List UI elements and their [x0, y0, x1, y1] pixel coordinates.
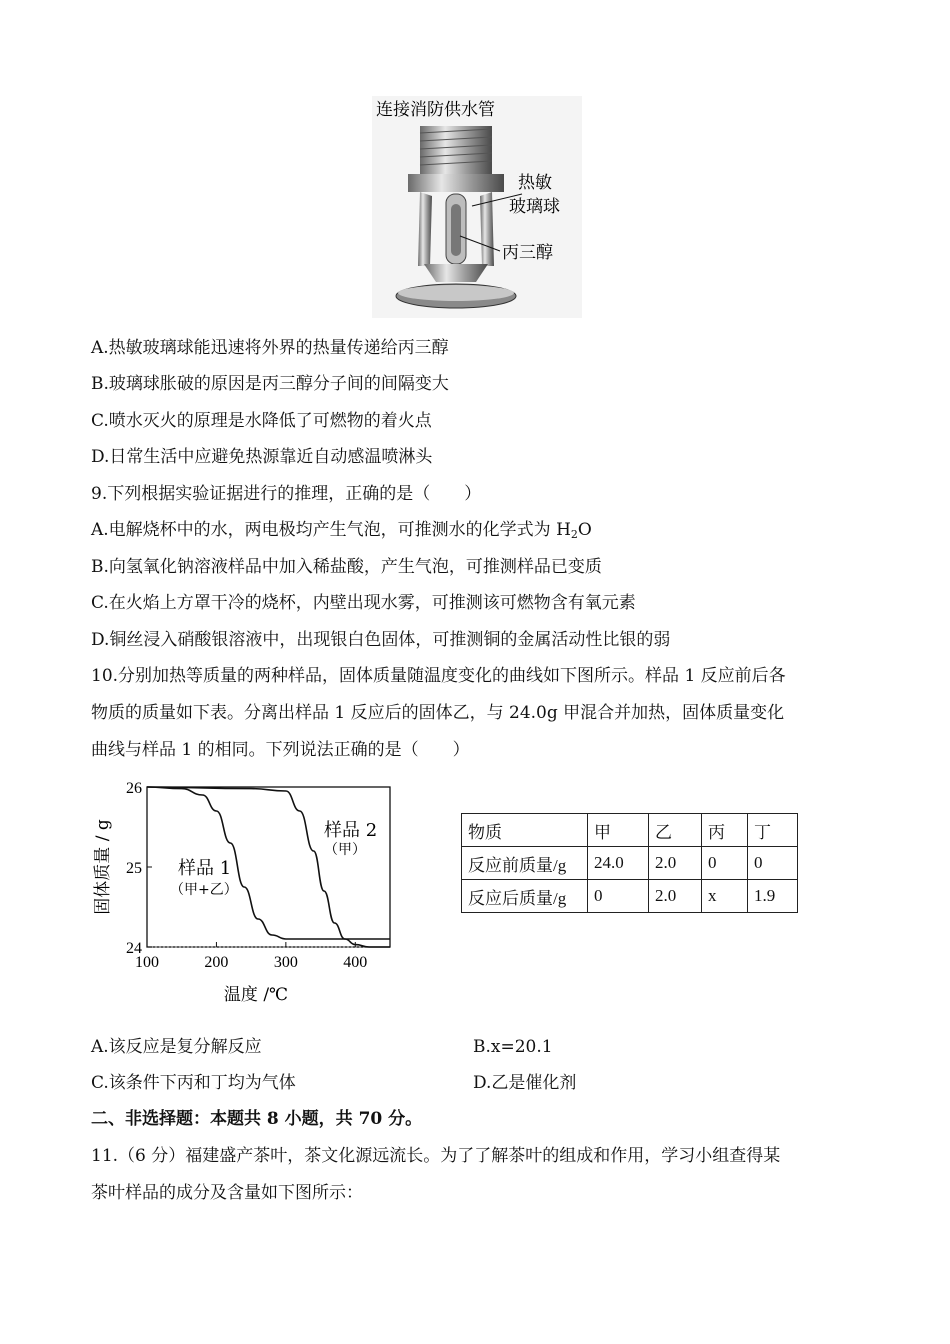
label-glass-bulb: 玻璃球 — [509, 197, 560, 217]
q9-option-d: D.铜丝浸入硝酸银溶液中，出现银白色固体，可推测铜的金属活动性比银的弱 — [91, 630, 671, 650]
q10-stem-line-3: 曲线与样品 1 的相同。下列说法正确的是（ ） — [91, 740, 470, 760]
mass-table — [461, 813, 798, 913]
table-cell: 2.0 — [649, 880, 702, 913]
table-header-cell: 乙 — [649, 814, 702, 847]
q10-stem-line-2: 物质的质量如下表。分离出样品 1 反应后的固体乙，与 24.0g 甲混合并加热，固体质量变化 — [91, 703, 785, 723]
q10-option-b: B.x=20.1 — [473, 1037, 553, 1057]
q9-option-b: B.向氢氧化钠溶液样品中加入稀盐酸，产生气泡，可推测样品已变质 — [91, 557, 602, 577]
table-cell: x — [702, 880, 748, 913]
table-cell: 1.9 — [748, 880, 798, 913]
table-cell: 0 — [748, 847, 798, 880]
q9-option-a-subscript: 2 — [570, 528, 578, 541]
label-water-pipe: 连接消防供水管 — [376, 100, 495, 120]
table-cell: 0 — [588, 880, 649, 913]
x-tick-label: 100 — [135, 954, 159, 971]
y-axis-label: 固体质量 / g — [93, 819, 113, 915]
q11-stem-line-2: 茶叶样品的成分及含量如下图所示： — [91, 1183, 363, 1203]
x-axis-label: 温度 /℃ — [223, 985, 289, 1005]
q8-option-b: B.玻璃球胀破的原因是丙三醇分子间的间隔变大 — [91, 374, 449, 394]
q10-option-c: C.该条件下丙和丁均为气体 — [91, 1073, 296, 1093]
q10-stem-line-1: 10.分别加热等质量的两种样品，固体质量随温度变化的曲线如下图所示。样品 1 反应前后各 — [91, 666, 786, 686]
q10-option-a: A.该反应是复分解反应 — [91, 1037, 262, 1057]
sprinkler-figure — [372, 96, 582, 318]
sprinkler-thread — [420, 126, 492, 176]
q11-stem-line-1: 11.（6 分）福建盛产茶叶，茶文化源远流长。为了了解茶叶的组成和作用，学习小组查得某 — [91, 1146, 781, 1166]
y-tick-label: 26 — [126, 780, 142, 797]
table-cell: 24.0 — [588, 847, 649, 880]
q8-option-c: C.喷水灭火的原理是水降低了可燃物的着火点 — [91, 411, 432, 431]
table-header-cell: 甲 — [588, 814, 649, 847]
q8-option-a: A.热敏玻璃球能迅速将外界的热量传递给丙三醇 — [91, 338, 449, 358]
glycerol-liquid — [451, 204, 461, 256]
table-row — [462, 847, 798, 880]
table-header-cell: 丁 — [748, 814, 798, 847]
table-cell: 反应前质量/g — [462, 847, 588, 880]
table-cell: 0 — [702, 847, 748, 880]
table-cell: 2.0 — [649, 847, 702, 880]
table-header-cell: 物质 — [462, 814, 588, 847]
y-tick-label: 25 — [126, 860, 142, 877]
series-2-label: 样品 2 — [324, 820, 378, 841]
table-header-cell: 丙 — [702, 814, 748, 847]
q9-option-c: C.在火焰上方罩干冷的烧杯，内壁出现水雾，可推测该可燃物含有氧元素 — [91, 593, 636, 613]
x-tick-label: 300 — [273, 954, 298, 971]
sprinkler-frame-left — [418, 192, 432, 266]
q9-stem: 9.下列根据实验证据进行的推理，正确的是（ ） — [91, 484, 482, 504]
mass-temperature-chart — [90, 772, 400, 1012]
q8-option-d: D.日常生活中应避免热源靠近自动感温喷淋头 — [91, 447, 433, 467]
sprinkler-hex-nut — [408, 174, 504, 192]
series-1-label: 样品 1 — [178, 858, 232, 879]
series-2-sublabel: （甲） — [324, 842, 366, 858]
y-tick-label: 24 — [126, 940, 142, 957]
label-heat-sensitive: 热敏 — [518, 173, 552, 193]
x-tick-label: 400 — [343, 954, 368, 971]
x-tick-label: 200 — [204, 954, 229, 971]
section-2-heading: 二、非选择题：本题共 8 小题，共 70 分。 — [91, 1109, 423, 1129]
table-cell: 反应后质量/g — [462, 880, 588, 913]
q10-option-d: D.乙是催化剂 — [473, 1073, 577, 1093]
q9-option-a-tail: O — [577, 520, 592, 540]
q9-option-a — [91, 519, 592, 546]
table-header-row — [462, 814, 798, 847]
label-glycerol: 丙三醇 — [502, 243, 553, 263]
series-1-sublabel: （甲+乙） — [170, 882, 238, 898]
table-row — [462, 880, 798, 913]
q9-option-a-text: A.电解烧杯中的水，两电极均产生气泡，可推测水的化学式为 H — [91, 520, 571, 540]
